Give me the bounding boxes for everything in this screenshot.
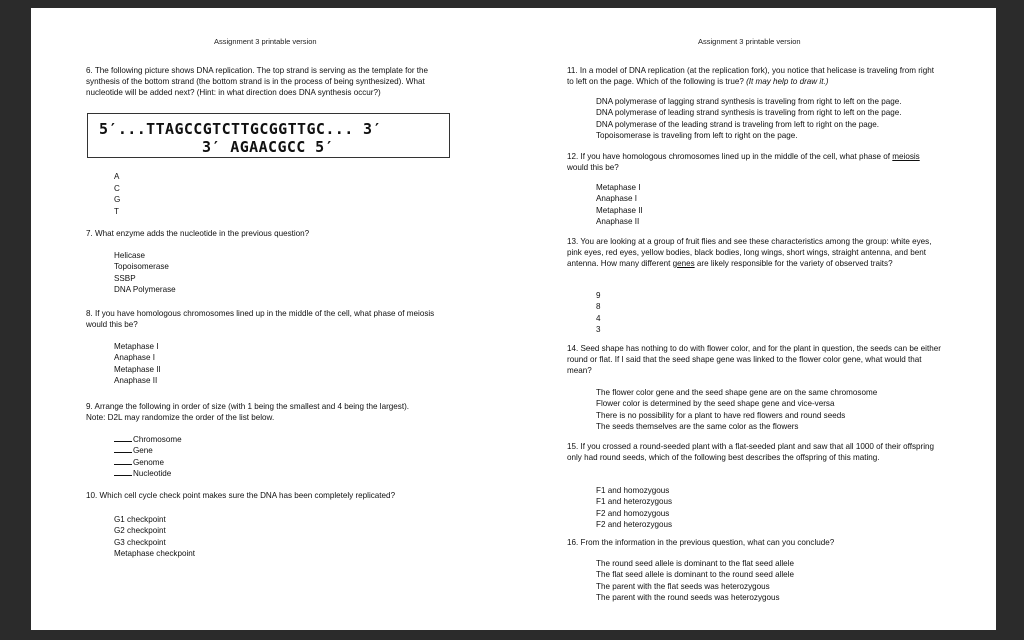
rank-blank[interactable]: [114, 445, 132, 453]
option-flat-dominant[interactable]: The flat seed allele is dominant to the round seed allele: [596, 570, 794, 580]
option-a[interactable]: A: [114, 172, 120, 181]
question-9-line-2: Note: D2L may randomize the order of the list below.: [86, 412, 275, 422]
question-15: 15. If you crossed a round-seeded plant with a flat-seeded plant and saw that all 1000 of their offspring only had round seeds, which of the following best describes the offspring of this mating.: [567, 442, 935, 462]
option-no-possibility[interactable]: There is no possibility for a plant to have red flowers and round seeds: [596, 410, 846, 420]
question-14: 14. Seed shape has nothing to do with flower color, and for the plant in question, the seeds can be either round or flat. If I said that the seed shape gene was linked to the flower color gene, what would that mean?: [567, 344, 941, 375]
question-12-text: 12. If you have homologous chromosomes lined up in the middle of the cell, what phase of: [567, 152, 891, 161]
question-11: [567, 66, 937, 88]
option-metaphase-2[interactable]: Metaphase II: [596, 205, 643, 215]
option-lagging-right-to-left[interactable]: DNA polymerase of lagging strand synthesis is traveling from right to left on the page.: [596, 97, 902, 106]
option-f1-homozygous[interactable]: F1 and homozygous: [596, 486, 670, 495]
option-f1-heterozygous[interactable]: F1 and heterozygous: [596, 497, 673, 507]
option-round-dominant[interactable]: The round seed allele is dominant to the flat seed allele: [596, 559, 794, 568]
option-4[interactable]: 4: [596, 313, 601, 323]
rank-row-nucleotide[interactable]: [114, 468, 182, 479]
option-g2-checkpoint[interactable]: G2 checkpoint: [114, 526, 166, 536]
dna-bottom-strand: 3′ AGAACGCC 5′: [202, 138, 335, 156]
rank-blank[interactable]: [114, 457, 132, 465]
question-9: [86, 402, 486, 424]
question-9-line-1: 9. Arrange the following in order of size (with 1 being the smallest and 4 being the largest).: [86, 402, 410, 411]
question-11-options: [596, 96, 901, 141]
question-10-options: [114, 514, 195, 559]
question-6-options: [114, 171, 120, 217]
question-12-underlined: meiosis: [892, 152, 920, 161]
page-header-right: Assignment 3 printable version: [698, 37, 801, 46]
option-metaphase-checkpoint[interactable]: Metaphase checkpoint: [114, 548, 195, 558]
dna-top-strand: 5′...TTAGCCGTCTTGCGGTTGC... 3′: [99, 120, 382, 138]
document-page: [31, 8, 996, 630]
option-dna-polymerase[interactable]: DNA Polymerase: [114, 284, 176, 294]
question-15-options: [596, 485, 672, 530]
question-12: [567, 152, 937, 174]
rank-label: Nucleotide: [133, 468, 172, 478]
option-g[interactable]: G: [114, 195, 121, 204]
rank-blank[interactable]: [114, 434, 132, 442]
question-11-hint: (It may help to draw it.): [746, 76, 829, 86]
option-leading-right-to-left[interactable]: DNA polymerase of leading strand synthesis is traveling from right to left on the page.: [596, 108, 902, 118]
option-3[interactable]: 3: [596, 324, 601, 334]
option-metaphase-2[interactable]: Metaphase II: [114, 364, 161, 374]
option-f2-homozygous[interactable]: F2 and homozygous: [596, 508, 670, 518]
question-13-options: [596, 290, 601, 335]
option-anaphase-1[interactable]: Anaphase I: [596, 194, 637, 204]
question-7: 7. What enzyme adds the nucleotide in the previous question?: [86, 229, 310, 238]
option-f2-heterozygous[interactable]: F2 and heterozygous: [596, 519, 673, 529]
option-same-color[interactable]: The seeds themselves are the same color as the flowers: [596, 421, 799, 431]
option-topoisomerase-left-to-right[interactable]: Topoisomerase is traveling from left to right on the page.: [596, 130, 798, 140]
option-ssbp[interactable]: SSBP: [114, 273, 136, 283]
question-14-options: [596, 387, 877, 432]
option-metaphase-1[interactable]: Metaphase I: [596, 183, 641, 192]
option-helicase[interactable]: Helicase: [114, 251, 146, 260]
rank-row-chromosome[interactable]: [114, 434, 182, 445]
question-13-underlined: genes: [672, 258, 695, 268]
page-header-left: Assignment 3 printable version: [214, 37, 317, 46]
option-c[interactable]: C: [114, 183, 120, 193]
option-g3-checkpoint[interactable]: G3 checkpoint: [114, 537, 166, 547]
rank-label: Chromosome: [133, 435, 182, 444]
option-same-chromosome[interactable]: The flower color gene and the seed shape gene are on the same chromosome: [596, 388, 878, 397]
question-8-options: [114, 341, 161, 386]
option-t[interactable]: T: [114, 206, 119, 216]
question-16-options: [596, 558, 794, 603]
option-metaphase-1[interactable]: Metaphase I: [114, 342, 159, 351]
rank-blank[interactable]: [114, 468, 132, 476]
option-g1-checkpoint[interactable]: G1 checkpoint: [114, 515, 166, 524]
option-determined-by[interactable]: Flower color is determined by the seed shape gene and vice-versa: [596, 399, 835, 409]
option-8[interactable]: 8: [596, 302, 601, 312]
rank-label: Genome: [133, 457, 165, 467]
option-topoisomerase[interactable]: Topoisomerase: [114, 262, 169, 272]
option-anaphase-2[interactable]: Anaphase II: [114, 375, 158, 385]
option-leading-left-to-right[interactable]: DNA polymerase of the leading strand is traveling from left to right on the page.: [596, 119, 879, 129]
option-anaphase-1[interactable]: Anaphase I: [114, 353, 155, 363]
question-8: 8. If you have homologous chromosomes lined up in the middle of the cell, what phase of meiosis would this be?: [86, 309, 435, 329]
question-6: 6. The following picture shows DNA replication. The top strand is serving as the template for the synthesis of the bottom strand (the bottom strand is in the process of being synthesized). What nucleotide will be added next? (Hint: in what direction does DNA synthesis occur?): [86, 66, 429, 97]
rank-row-genome[interactable]: [114, 457, 182, 468]
option-anaphase-2[interactable]: Anaphase II: [596, 216, 640, 226]
question-11-text: 11. In a model of DNA replication (at the replication fork), you notice that helicase is traveling from right to left on the page. Which of the following is true?: [567, 66, 934, 86]
question-7-options: [114, 250, 176, 295]
option-round-parent-heterozygous[interactable]: The parent with the round seeds was heterozygous: [596, 592, 780, 602]
question-12-tail: would this be?: [567, 162, 619, 172]
question-12-options: [596, 182, 643, 227]
dna-sequence-box: [87, 113, 450, 158]
question-13: [567, 237, 942, 269]
question-13-text: 13. You are looking at a group of fruit flies and see these characteristics among the group: white eyes, pink eyes, red eyes, yellow bodies, black bodies, long wings, short wings, straight antenna, and bent antenna. How many different: [567, 237, 932, 268]
question-13-tail: are likely responsible for the variety of observed traits?: [694, 258, 893, 268]
question-9-options: [114, 434, 182, 479]
rank-row-gene[interactable]: [114, 445, 182, 456]
option-9[interactable]: 9: [596, 291, 601, 300]
rank-label: Gene: [133, 446, 153, 456]
question-10: 10. Which cell cycle check point makes sure the DNA has been completely replicated?: [86, 491, 396, 500]
option-flat-parent-heterozygous[interactable]: The parent with the flat seeds was heterozygous: [596, 581, 770, 591]
question-16: 16. From the information in the previous question, what can you conclude?: [567, 538, 835, 547]
